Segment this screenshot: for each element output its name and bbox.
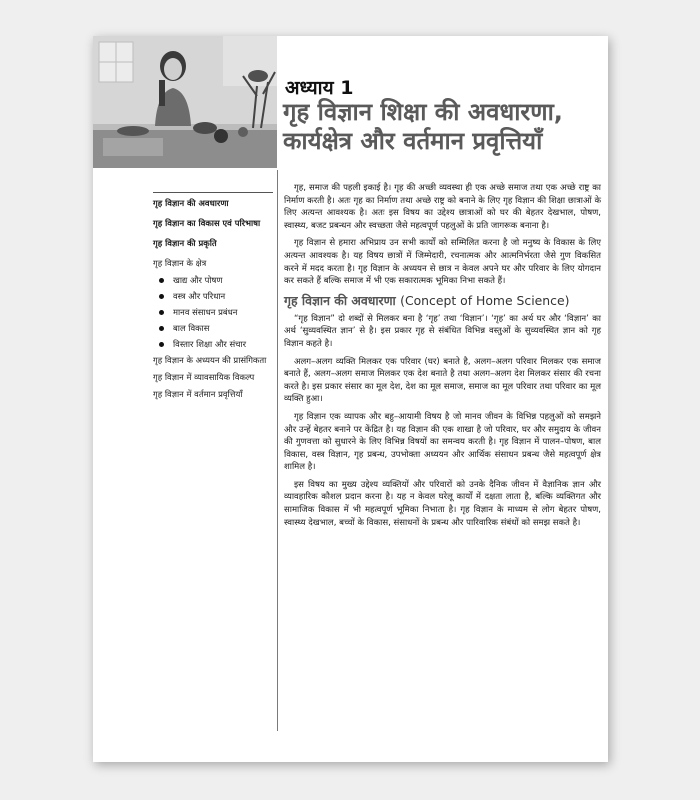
sidebar-topic: गृह विज्ञान में वर्तमान प्रवृत्तियाँ (153, 389, 243, 399)
bullet-dot-icon (159, 278, 164, 283)
sidebar-divider-line (277, 170, 278, 731)
bullet-dot-icon (159, 310, 164, 315)
bullet-dot-icon (159, 326, 164, 331)
sidebar-topic: गृह विज्ञान में व्यावसायिक विकल्प (153, 372, 255, 382)
section-heading-hindi: गृह विज्ञान की अवधारणा (284, 292, 396, 308)
section-heading (284, 293, 601, 309)
body-paragraph: इस विषय का मुख्य उद्देश्य व्यक्तियों और परिवारों को उनके दैनिक जीवन में वैज्ञानिक ज्ञान और व्यावहारिक कौशल प्रदान करना है। यह न केवल घरेलू कार्यों में दक्षता लाता है, बल्कि व्यक्तिगत और सामाजिक विकास में भी महत्वपूर्ण भूमिका निभाता है। गृह विज्ञान के माध्यम से लोग बेहतर पोषण, स्वास्थ्य देखभाल, बच्चों के विकास, संसाधनों के प्रबन्ध और पारिवारिक संबंधों को समझ सकते है। (284, 479, 601, 528)
woman-in-kitchen-image (93, 36, 277, 168)
sidebar-bullet-item (159, 339, 273, 350)
sidebar-bullet-label: विस्तार शिक्षा और संचार (173, 339, 247, 349)
body-paragraph: अलग–अलग व्यक्ति मिलकर एक परिवार (घर) बनाते है, अलग–अलग परिवार मिलकर एक समाज बनाते हैं, अलग–अलग समाज मिलकर एक देश बनाते है तथा अलग–अलग देश मिलकर संसार की रचना करते है। इस प्रकार संसार का मूल देश, देश का मूल समाज, समाज का मूल परिवार तथा परिवार का मूल व्यक्ति हुआ। (284, 356, 601, 405)
kitchen-photo (93, 36, 277, 168)
sidebar-bullet-label: मानव संसाधन प्रबंधन (173, 307, 238, 317)
sidebar-bullet-item (159, 307, 273, 318)
bullet-dot-icon (159, 342, 164, 347)
chapter-title: गृह विज्ञान शिक्षा की अवधारणा, कार्यक्षेत्र और वर्तमान प्रवृत्तियाँ (283, 98, 563, 155)
sidebar-heading: गृह विज्ञान का विकास एवं परिभाषा (153, 218, 261, 228)
sidebar-bullet-item (159, 275, 273, 286)
chapter-contents-sidebar (153, 190, 273, 406)
intro-paragraph: गृह, समाज की पहली इकाई है। गृह की अच्छी व्यवस्था ही एक अच्छे समाज तथा एक अच्छे राष्ट्र का निर्माण करती है। अतः गृह का निर्माण तथा अच्छे राष्ट्र को बनाने के लिए गृह विज्ञान की शिक्षा छात्राओं के लिए अत्यन्त आवश्यक है। अतः इस विषय का उद्देश्य छात्राओं को घर की बेहतर देखभाल, पोषण, स्वास्थ्य, बजट प्रबन्धन और स्वच्छता जैसे महत्वपूर्ण पहलुओं के प्रति जागरूक बनाना है। (284, 183, 601, 231)
sidebar-topic: गृह विज्ञान के अध्ययन की प्रासंगिकता (153, 355, 267, 365)
sidebar-bullet-item (159, 291, 273, 302)
chapter-body-text (284, 182, 601, 534)
sidebar-heading: गृह विज्ञान की अवधारणा (153, 198, 229, 208)
section-heading-english: (Concept of Home Science) (400, 292, 570, 308)
sidebar-bullet-label: खाद्य और पोषण (173, 275, 223, 285)
sidebar-scope-label: गृह विज्ञान के क्षेत्र (153, 258, 207, 268)
sidebar-bullet-label: बाल विकास (173, 323, 210, 333)
intro-paragraph: गृह विज्ञान से हमारा अभिप्राय उन सभी कार्यों को सम्मिलित करना है जो मनुष्य के विकास के लिए अत्यन्त आवश्यक है। यह विषय छात्रों में जिम्मेदारी, रचनात्मक और आत्मनिर्भरता जैसे गुण विकसित करने में मदद करता है। गृह विज्ञान के अध्ययन से छात्र न केवल अपने घर और परिवार के लिए योगदान कर सकते हैं बल्कि समाज में भी एक सकारात्मक भूमिका निभा सकते हैं। (284, 238, 601, 287)
sidebar-bullet-label: वस्त्र और परिधान (173, 291, 226, 301)
body-paragraph: “गृह विज्ञान” दो शब्दों से मिलकर बना है ‘गृह’ तथा ‘विज्ञान’। ‘गृह’ का अर्थ घर और ‘विज्ञान’ का अर्थ ‘सुव्यवस्थित ज्ञान’ से है। इस प्रकार गृह से संबंधित विभिन्न वस्तुओं के सुव्यवस्थित ज्ञान को गृह विज्ञान कहते है। (284, 313, 601, 349)
sidebar-bullet-item (159, 323, 273, 334)
sidebar-heading: गृह विज्ञान की प्रकृति (153, 238, 217, 248)
sidebar-top-rule (153, 192, 273, 193)
book-page (93, 36, 608, 762)
chapter-label: अध्याय 1 (285, 77, 354, 99)
bullet-dot-icon (159, 294, 164, 299)
body-paragraph: गृह विज्ञान एक व्यापक और बहु–आयामी विषय है जो मानव जीवन के विभिन्न पहलुओं को समझने और उन्हें बेहतर बनाने पर केंद्रित है। यह विज्ञान की एक शाखा है जो परिवार, घर और समुदाय के जीवन की गुणवत्ता को सुधारने के लिए विभिन्न विषयों का समन्वय करती है। गृह विज्ञान में पालन–पोषण, बाल विकास, वस्त्र विज्ञान, गृह प्रबन्ध, उपभोक्ता अध्ययन और आर्थिक संसाधन प्रबन्ध जैसे महत्वपूर्ण क्षेत्र शामिल है। (284, 411, 601, 473)
